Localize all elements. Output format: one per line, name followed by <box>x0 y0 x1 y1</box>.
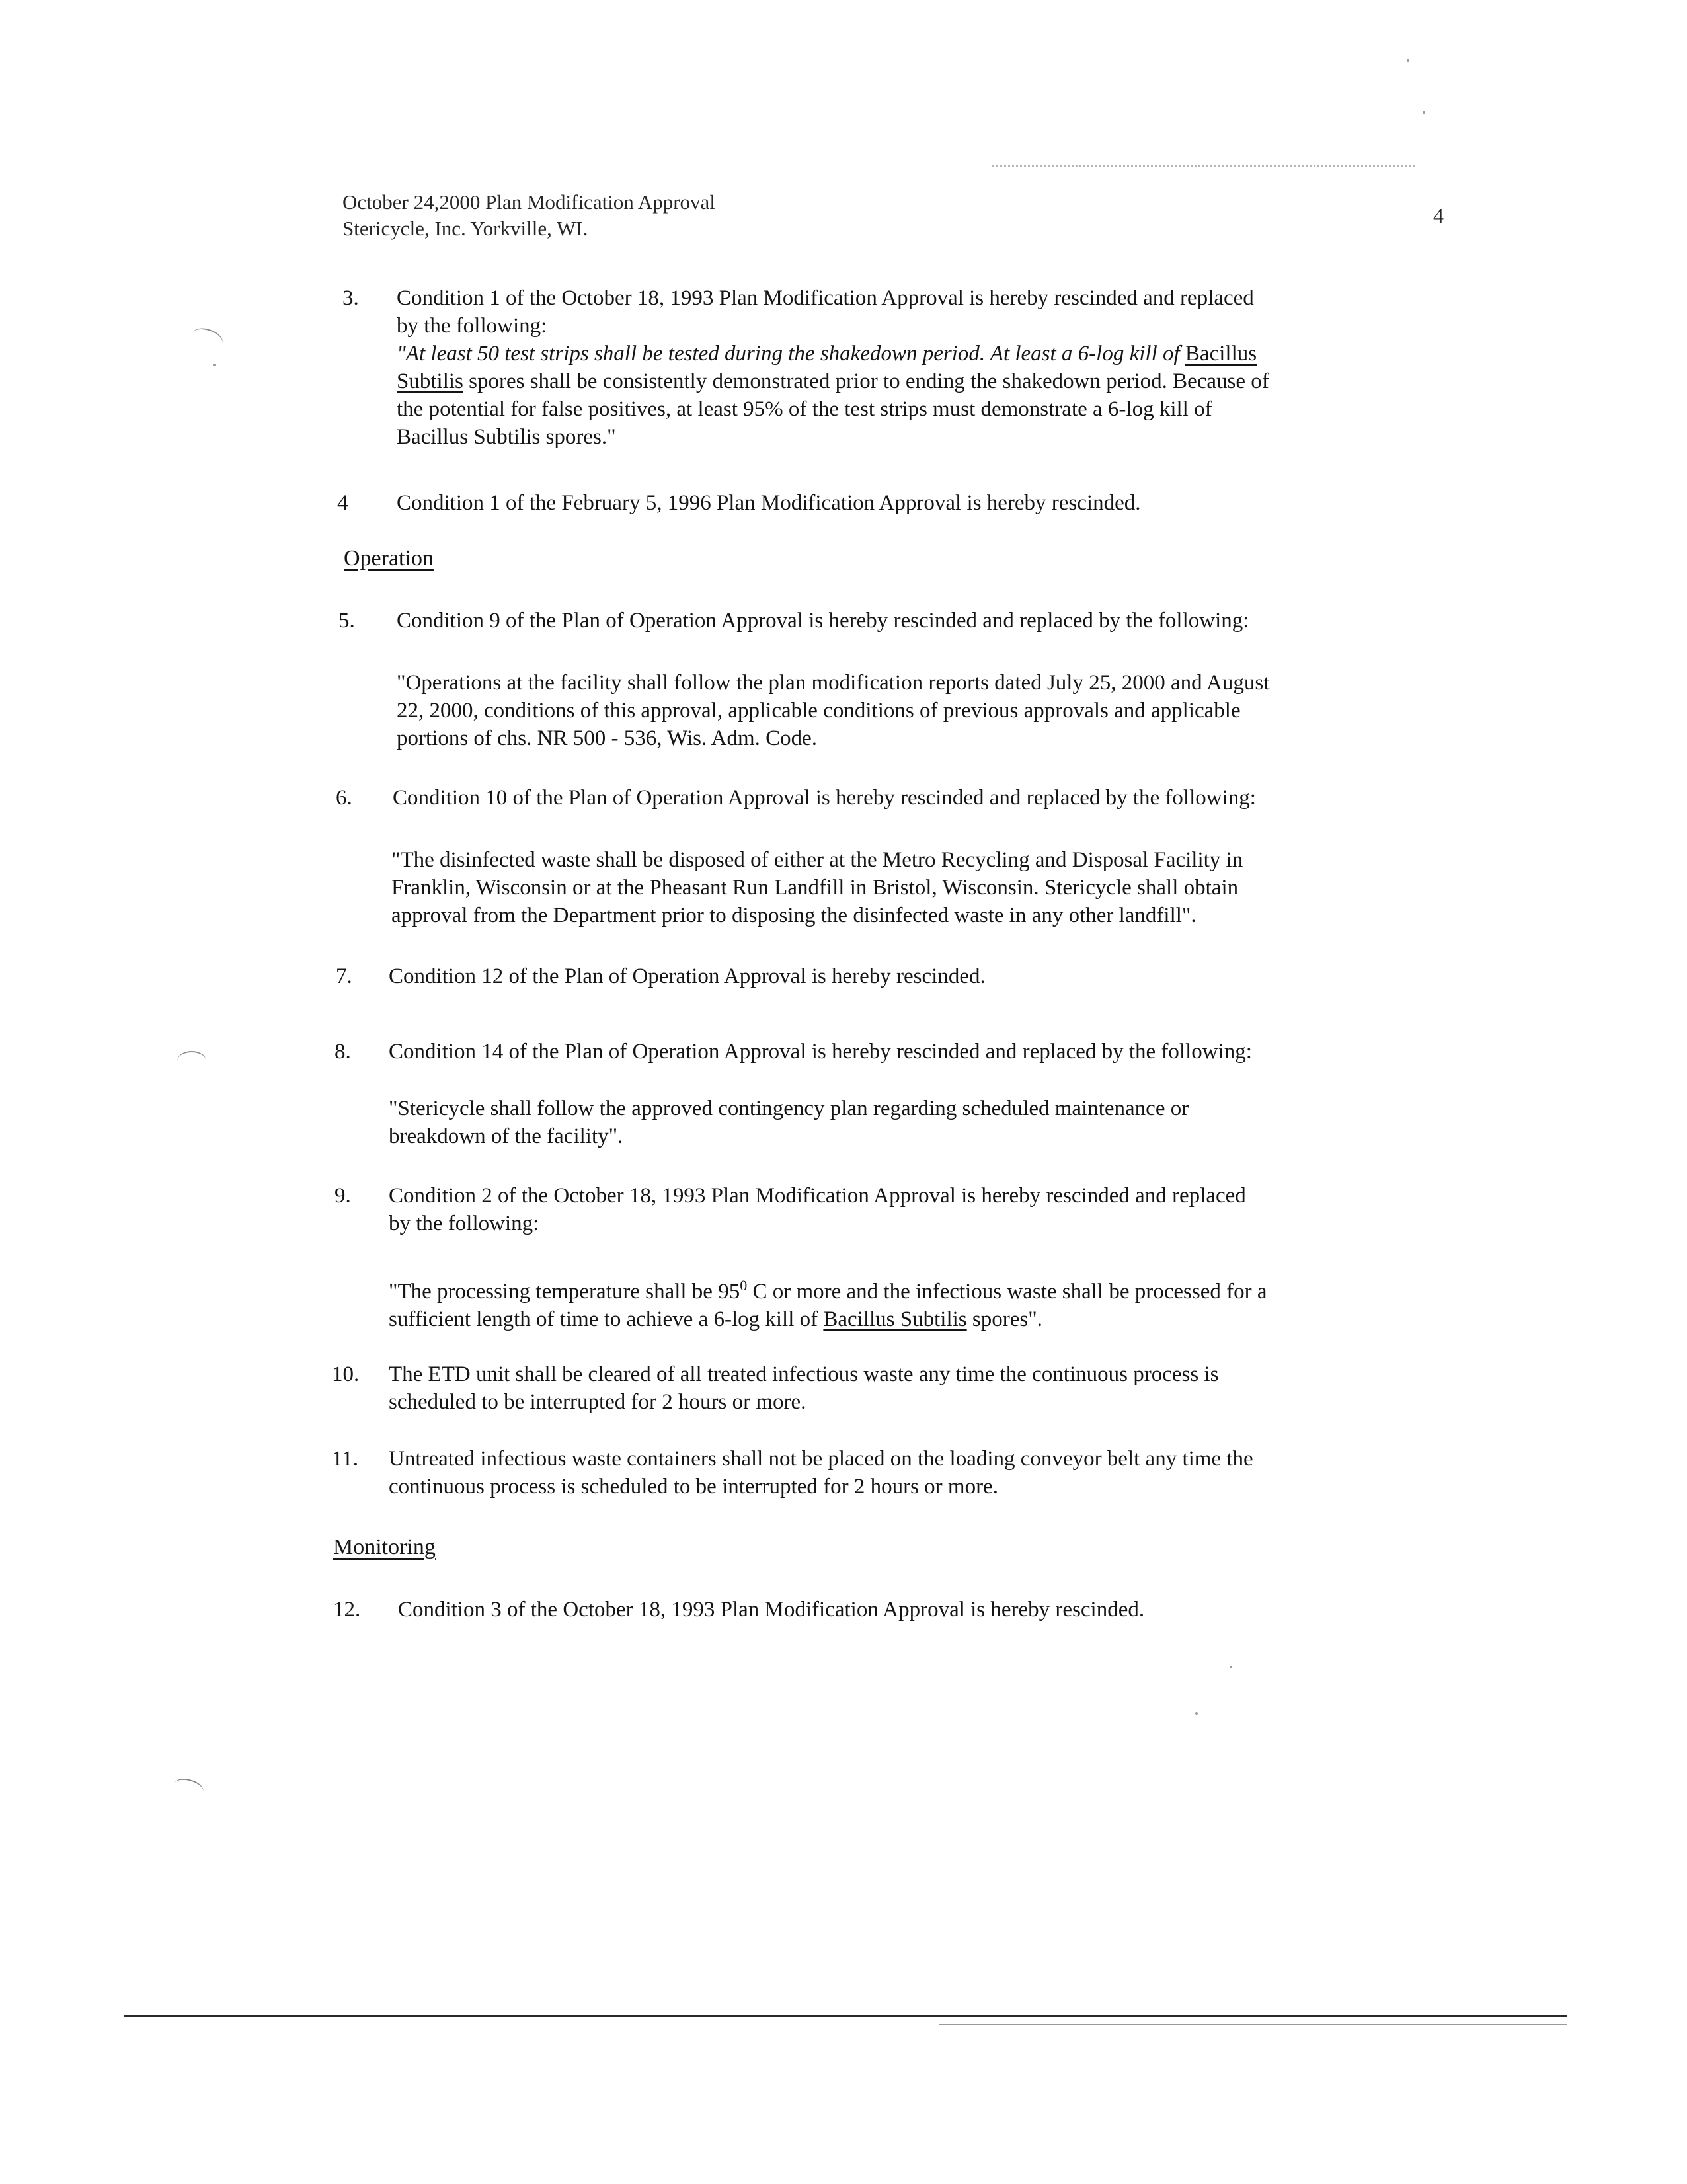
header-title: October 24,2000 Plan Modification Approval <box>342 190 715 214</box>
item-text-line: Condition 3 of the October 18, 1993 Plan Modification Approval is hereby rescinded. <box>398 1598 1145 1621</box>
scan-speck <box>1230 1666 1232 1668</box>
list-item <box>389 1445 1253 1501</box>
item-number: 10. <box>332 1362 360 1386</box>
list-item <box>389 1182 1246 1237</box>
item-text-line: Condition 2 of the October 18, 1993 Plan Modification Approval is hereby rescinded and replaced <box>389 1184 1246 1208</box>
quote-line: Bacillus Subtilis spores." <box>397 425 616 449</box>
footer-rule <box>124 2015 1567 2017</box>
list-item <box>397 284 1269 451</box>
item-number: 3. <box>342 286 359 310</box>
item-text-line: Condition 1 of the October 18, 1993 Plan Modification Approval is hereby rescinded and replaced <box>397 286 1254 310</box>
quote-line: 22, 2000, conditions of this approval, applicable conditions of previous approvals and applicable <box>397 699 1241 722</box>
degree-superscript: 0 <box>740 1277 748 1294</box>
scan-mark <box>177 1051 206 1071</box>
quote-line: the potential for false positives, at least 95% of the test strips must demonstrate a 6-log kill of <box>397 397 1212 421</box>
scan-mark <box>190 325 226 353</box>
item-number: 12. <box>333 1598 361 1621</box>
item-text-line: by the following: <box>389 1212 539 1235</box>
item-text-line: Untreated infectious waste containers shall not be placed on the loading conveyor belt any time the <box>389 1447 1253 1471</box>
item-number: 8. <box>334 1040 351 1064</box>
quote-line: sufficient length of time to achieve a 6-log kill of Bacillus Subtilis spores". <box>389 1307 1042 1331</box>
quote-line: Subtilis spores shall be consistently demonstrated prior to ending the shakedown period. Because of <box>397 370 1269 393</box>
footer-rule-faint <box>939 2024 1567 2025</box>
species-name: Bacillus <box>1185 342 1257 366</box>
quote-line: "The processing temperature shall be $95^0$ C or more and the infectious waste shall be processed for a <box>389 1277 1267 1304</box>
item-text-line: by the following: <box>397 314 547 338</box>
header-subtitle: Stericycle, Inc. Yorkville, WI. <box>342 217 588 240</box>
species-name: Subtilis <box>397 370 463 393</box>
item-text-line: continuous process is scheduled to be interrupted for 2 hours or more. <box>389 1475 998 1499</box>
quote-line <box>397 340 1269 368</box>
list-item <box>389 1360 1218 1416</box>
scan-speck <box>1423 111 1425 114</box>
item-text-line: Condition 9 of the Plan of Operation Approval is hereby rescinded and replaced by the following: <box>397 609 1249 633</box>
item-number: 6. <box>336 786 352 810</box>
scan-speck <box>213 364 216 366</box>
scan-mark <box>171 1775 205 1800</box>
quote-line: portions of chs. NR 500 - 536, Wis. Adm. Code. <box>397 726 818 750</box>
quote-block <box>391 846 1243 929</box>
quote-line: "Operations at the facility shall follow the plan modification reports dated July 25, 2000 and August <box>397 671 1270 695</box>
item-text-line: Condition 10 of the Plan of Operation Approval is hereby rescinded and replaced by the following: <box>393 786 1256 810</box>
item-number: 11. <box>332 1447 359 1471</box>
page-number: 4 <box>1433 204 1444 227</box>
quote-block <box>389 1272 1267 1333</box>
item-number: 5. <box>338 609 355 633</box>
scan-speck <box>1407 59 1409 62</box>
quote-italic-text: "At least 50 test strips shall be tested during the shakedown period. At least a 6-log kill of <box>397 342 1185 366</box>
item-text-line: Condition 14 of the Plan of Operation Approval is hereby rescinded and replaced by the following: <box>389 1040 1252 1064</box>
quote-line: approval from the Department prior to disposing the disinfected waste in any other landfill". <box>391 904 1197 927</box>
scan-dotted-line <box>992 165 1415 167</box>
item-number: 9. <box>334 1184 351 1208</box>
section-heading-monitoring: Monitoring <box>333 1535 436 1559</box>
quote-block <box>389 1095 1189 1150</box>
section-heading-operation: Operation <box>344 546 434 570</box>
species-name: Bacillus Subtilis <box>823 1307 967 1331</box>
item-number: 4 <box>337 491 348 515</box>
quote-block <box>397 669 1269 752</box>
item-text-line: Condition 12 of the Plan of Operation Approval is hereby rescinded. <box>389 964 986 988</box>
quote-line: "The disinfected waste shall be disposed of either at the Metro Recycling and Disposal Facility in <box>391 848 1243 872</box>
item-text-line: The ETD unit shall be cleared of all treated infectious waste any time the continuous process is <box>389 1362 1219 1386</box>
quote-line: breakdown of the facility". <box>389 1124 623 1148</box>
item-number: 7. <box>336 964 352 988</box>
quote-line: "Stericycle shall follow the approved contingency plan regarding scheduled maintenance or <box>389 1097 1189 1120</box>
scan-speck <box>1195 1712 1198 1715</box>
document-header <box>342 189 715 242</box>
quote-line: Franklin, Wisconsin or at the Pheasant Run Landfill in Bristol, Wisconsin. Stericycle shall obtain <box>391 876 1239 900</box>
item-text-line: scheduled to be interrupted for 2 hours or more. <box>389 1390 806 1414</box>
item-text-line: Condition 1 of the February 5, 1996 Plan Modification Approval is hereby rescinded. <box>397 491 1141 515</box>
